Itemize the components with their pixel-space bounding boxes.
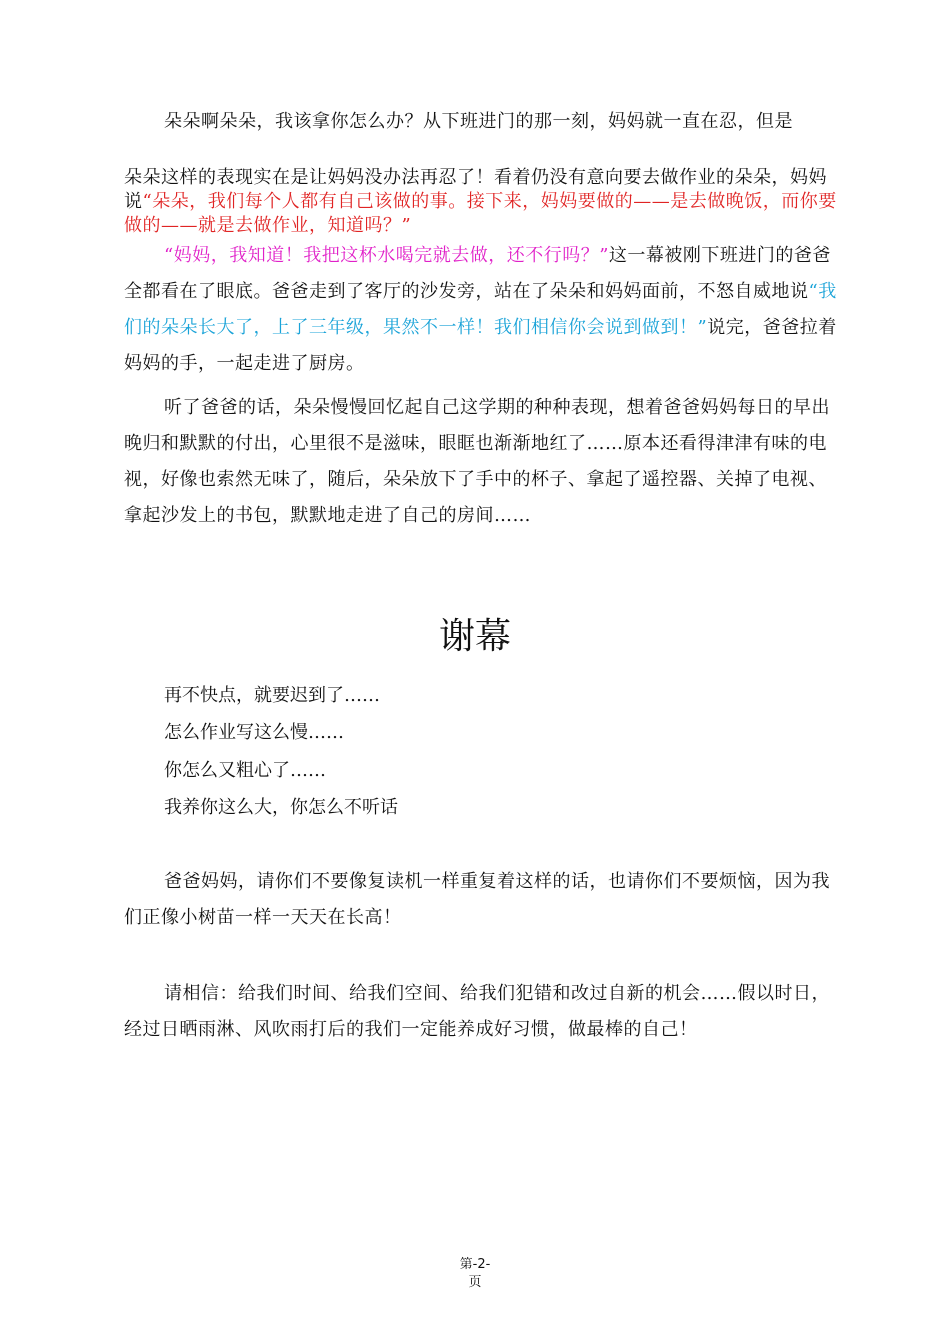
mom-quote: “朵朵，我们每个人都有自己该做的事。接下来，妈妈要做的——是去做晚饭，而你要做的——就是去做作业，知道吗？” xyxy=(124,191,837,236)
narration-text: 朵朵这样的表现实在是让妈妈没办法再忍了！看着仍没有意向要去做作业的朵朵，妈妈说 xyxy=(124,167,827,212)
quote-line-1: 再不快点，就要迟到了…… xyxy=(164,685,380,706)
story-line-1-text: 朵朵啊朵朵，我该拿你怎么办？从下班进门的那一刻，妈妈就一直在忍，但是 xyxy=(164,111,793,132)
story-paragraph-2 xyxy=(124,166,840,238)
quote-line-4: 我养你这么大，你怎么不听话 xyxy=(164,797,398,818)
curtain-paragraph-1-text: 爸爸妈妈，请你们不要像复读机一样重复着这样的话，也请你们不要烦恼，因为我们正像小树苗一样一天天在长高！ xyxy=(124,871,830,928)
curtain-paragraph-1 xyxy=(124,864,840,936)
curtain-paragraph-2-text: 请相信：给我们时间、给我们空间、给我们犯错和改过自新的机会……假以时日，经过日晒雨淋、风吹雨打后的我们一定能养成好习惯，做最棒的自己！ xyxy=(124,983,830,1040)
dad-quote: “我们的朵朵长大了，上了三年级，果然不一样！我们相信你会说到做到！” xyxy=(124,281,837,338)
narration-text: 这一幕被刚下班进门的爸爸全都看在了眼底。爸爸走到了客厅的沙发旁，站在了朵朵和妈妈面前，不怒自威地说 xyxy=(124,245,831,302)
curtain-paragraph-2 xyxy=(124,976,840,1048)
page-suffix: 页 xyxy=(468,1275,482,1290)
page-footer xyxy=(0,1256,950,1292)
story-paragraph-3 xyxy=(124,238,840,382)
story-paragraph-4-text: 听了爸爸的话，朵朵慢慢回忆起自己这学期的种种表现，想着爸爸妈妈每日的早出晚归和默默的付出，心里很不是滋味，眼眶也渐渐地红了……原本还看得津津有味的电视，好像也索然无味了，随后，朵朵放下了手中的杯子、拿起了遥控器、关掉了电视、拿起沙发上的书包，默默地走进了自己的房间…… xyxy=(124,397,830,526)
duoduo-quote: “妈妈，我知道！我把这杯水喝完就去做，还不行吗？” xyxy=(164,245,609,266)
quote-line-3: 你怎么又粗心了…… xyxy=(164,760,326,781)
page-number xyxy=(0,1256,950,1274)
page-number-value: -2- xyxy=(472,1257,491,1272)
narration-text: 说完，爸爸拉着妈妈的手，一起走进了厨房。 xyxy=(124,317,837,374)
story-paragraph-4 xyxy=(124,390,840,534)
section-title: 谢幕 xyxy=(438,616,511,657)
quote-line-2: 怎么作业写这么慢…… xyxy=(164,722,344,743)
page-prefix: 第 xyxy=(459,1257,473,1272)
story-line-1 xyxy=(124,104,840,140)
